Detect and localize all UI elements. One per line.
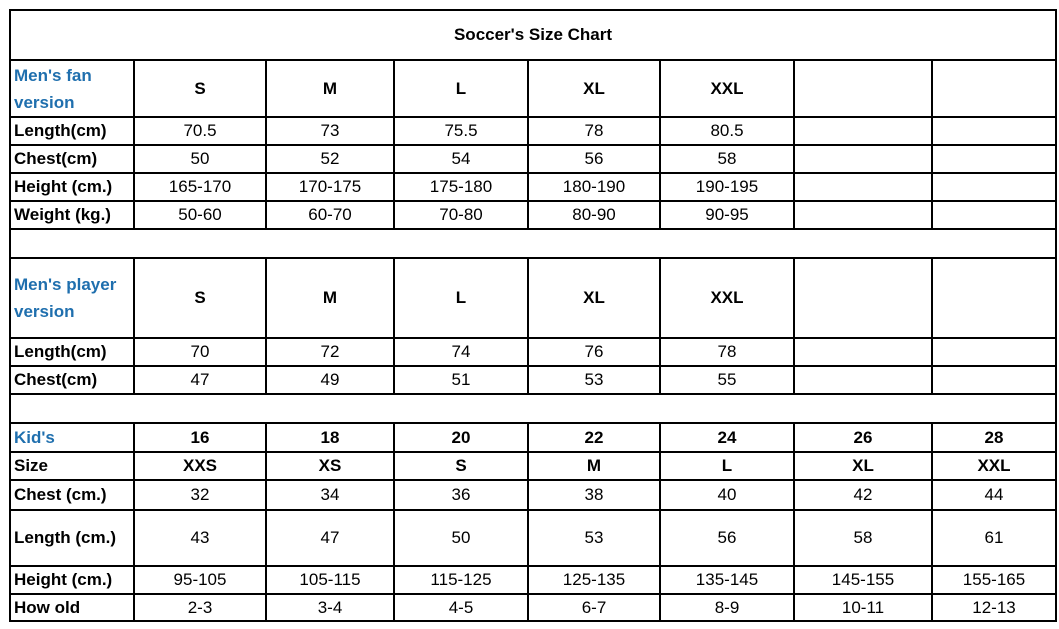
table-cell <box>794 201 932 229</box>
kids-size-cell: XS <box>266 452 394 480</box>
row-label: Height (cm.) <box>10 566 134 594</box>
player-size-cell <box>794 258 932 338</box>
table-cell <box>932 338 1056 366</box>
table-cell <box>932 117 1056 145</box>
row-label: Chest(cm) <box>10 145 134 173</box>
table-cell <box>932 145 1056 173</box>
row-label: Chest (cm.) <box>10 480 134 510</box>
kids-number-cell: 16 <box>134 423 266 452</box>
kids-size-cell: M <box>528 452 660 480</box>
table-cell: 53 <box>528 366 660 394</box>
table-cell: 61 <box>932 510 1056 566</box>
table-cell: 115-125 <box>394 566 528 594</box>
table-cell <box>932 201 1056 229</box>
table-cell: 80.5 <box>660 117 794 145</box>
table-cell: 40 <box>660 480 794 510</box>
table-cell: 125-135 <box>528 566 660 594</box>
fan-section-label: Men's fan version <box>10 60 134 117</box>
table-cell: 145-155 <box>794 566 932 594</box>
fan-size-cell: XL <box>528 60 660 117</box>
table-cell: 78 <box>660 338 794 366</box>
player-size-cell: XL <box>528 258 660 338</box>
table-cell: 3-4 <box>266 594 394 621</box>
table-cell: 73 <box>266 117 394 145</box>
table-cell: 135-145 <box>660 566 794 594</box>
table-cell: 38 <box>528 480 660 510</box>
table-cell <box>932 366 1056 394</box>
table-cell: 70.5 <box>134 117 266 145</box>
player-size-cell: L <box>394 258 528 338</box>
blank-divider <box>10 394 1056 423</box>
row-label: Weight (kg.) <box>10 201 134 229</box>
table-cell: 32 <box>134 480 266 510</box>
table-cell: 56 <box>660 510 794 566</box>
row-label: How old <box>10 594 134 621</box>
table-cell: 12-13 <box>932 594 1056 621</box>
table-cell <box>794 338 932 366</box>
table-cell: 49 <box>266 366 394 394</box>
table-row <box>10 366 1056 394</box>
table-cell: 10-11 <box>794 594 932 621</box>
fan-size-cell <box>932 60 1056 117</box>
spacer-row <box>10 394 1056 423</box>
table-cell: 53 <box>528 510 660 566</box>
blank-divider <box>10 229 1056 258</box>
row-label: Chest(cm) <box>10 366 134 394</box>
fan-size-header-row <box>10 60 1056 117</box>
size-chart-table <box>9 9 1057 622</box>
table-row <box>10 338 1056 366</box>
player-size-cell: M <box>266 258 394 338</box>
table-cell: 47 <box>134 366 266 394</box>
table-cell <box>794 366 932 394</box>
table-cell <box>794 117 932 145</box>
table-cell <box>932 173 1056 201</box>
kids-section-label: Kid's <box>10 423 134 452</box>
table-cell: 6-7 <box>528 594 660 621</box>
table-cell: 54 <box>394 145 528 173</box>
kids-size-cell: L <box>660 452 794 480</box>
table-cell: 58 <box>660 145 794 173</box>
player-size-cell: XXL <box>660 258 794 338</box>
fan-size-cell: S <box>134 60 266 117</box>
table-cell: 95-105 <box>134 566 266 594</box>
fan-size-cell: L <box>394 60 528 117</box>
player-section-label: Men's player version <box>10 258 134 338</box>
table-cell: 75.5 <box>394 117 528 145</box>
table-row <box>10 145 1056 173</box>
kids-number-cell: 18 <box>266 423 394 452</box>
table-cell: 165-170 <box>134 173 266 201</box>
table-cell: 36 <box>394 480 528 510</box>
table-cell: 190-195 <box>660 173 794 201</box>
row-label: Height (cm.) <box>10 173 134 201</box>
table-cell: 43 <box>134 510 266 566</box>
table-cell: 2-3 <box>134 594 266 621</box>
table-cell: 50 <box>134 145 266 173</box>
kids-number-cell: 22 <box>528 423 660 452</box>
row-label: Length (cm.) <box>10 510 134 566</box>
table-cell: 34 <box>266 480 394 510</box>
table-cell: 80-90 <box>528 201 660 229</box>
row-label: Size <box>10 452 134 480</box>
kids-size-cell: XXL <box>932 452 1056 480</box>
table-cell: 155-165 <box>932 566 1056 594</box>
table-cell: 44 <box>932 480 1056 510</box>
table-cell: 180-190 <box>528 173 660 201</box>
table-cell: 42 <box>794 480 932 510</box>
kids-size-cell: S <box>394 452 528 480</box>
table-row <box>10 201 1056 229</box>
table-row <box>10 594 1056 621</box>
spacer-row <box>10 229 1056 258</box>
table-row <box>10 117 1056 145</box>
table-cell: 175-180 <box>394 173 528 201</box>
kids-number-cell: 26 <box>794 423 932 452</box>
table-cell <box>794 173 932 201</box>
table-cell: 70-80 <box>394 201 528 229</box>
player-size-header-row <box>10 258 1056 338</box>
table-cell: 72 <box>266 338 394 366</box>
table-row <box>10 480 1056 510</box>
table-cell <box>794 145 932 173</box>
row-label: Length(cm) <box>10 117 134 145</box>
row-label: Length(cm) <box>10 338 134 366</box>
player-size-cell <box>932 258 1056 338</box>
table-cell: 58 <box>794 510 932 566</box>
table-cell: 55 <box>660 366 794 394</box>
fan-size-cell <box>794 60 932 117</box>
table-cell: 52 <box>266 145 394 173</box>
table-cell: 170-175 <box>266 173 394 201</box>
player-size-cell: S <box>134 258 266 338</box>
kids-size-row <box>10 452 1056 480</box>
table-cell: 47 <box>266 510 394 566</box>
table-cell: 90-95 <box>660 201 794 229</box>
table-cell: 50 <box>394 510 528 566</box>
kids-number-cell: 24 <box>660 423 794 452</box>
chart-title: Soccer's Size Chart <box>10 10 1056 60</box>
table-row <box>10 173 1056 201</box>
table-cell: 74 <box>394 338 528 366</box>
table-cell: 105-115 <box>266 566 394 594</box>
table-cell: 76 <box>528 338 660 366</box>
table-cell: 8-9 <box>660 594 794 621</box>
table-cell: 78 <box>528 117 660 145</box>
table-cell: 51 <box>394 366 528 394</box>
table-cell: 56 <box>528 145 660 173</box>
fan-size-cell: M <box>266 60 394 117</box>
table-row <box>10 566 1056 594</box>
table-cell: 4-5 <box>394 594 528 621</box>
kids-size-cell: XXS <box>134 452 266 480</box>
kids-number-header-row <box>10 423 1056 452</box>
kids-number-cell: 20 <box>394 423 528 452</box>
table-row <box>10 510 1056 566</box>
kids-size-cell: XL <box>794 452 932 480</box>
table-cell: 50-60 <box>134 201 266 229</box>
table-cell: 60-70 <box>266 201 394 229</box>
fan-size-cell: XXL <box>660 60 794 117</box>
title-row <box>10 10 1056 60</box>
table-cell: 70 <box>134 338 266 366</box>
kids-number-cell: 28 <box>932 423 1056 452</box>
